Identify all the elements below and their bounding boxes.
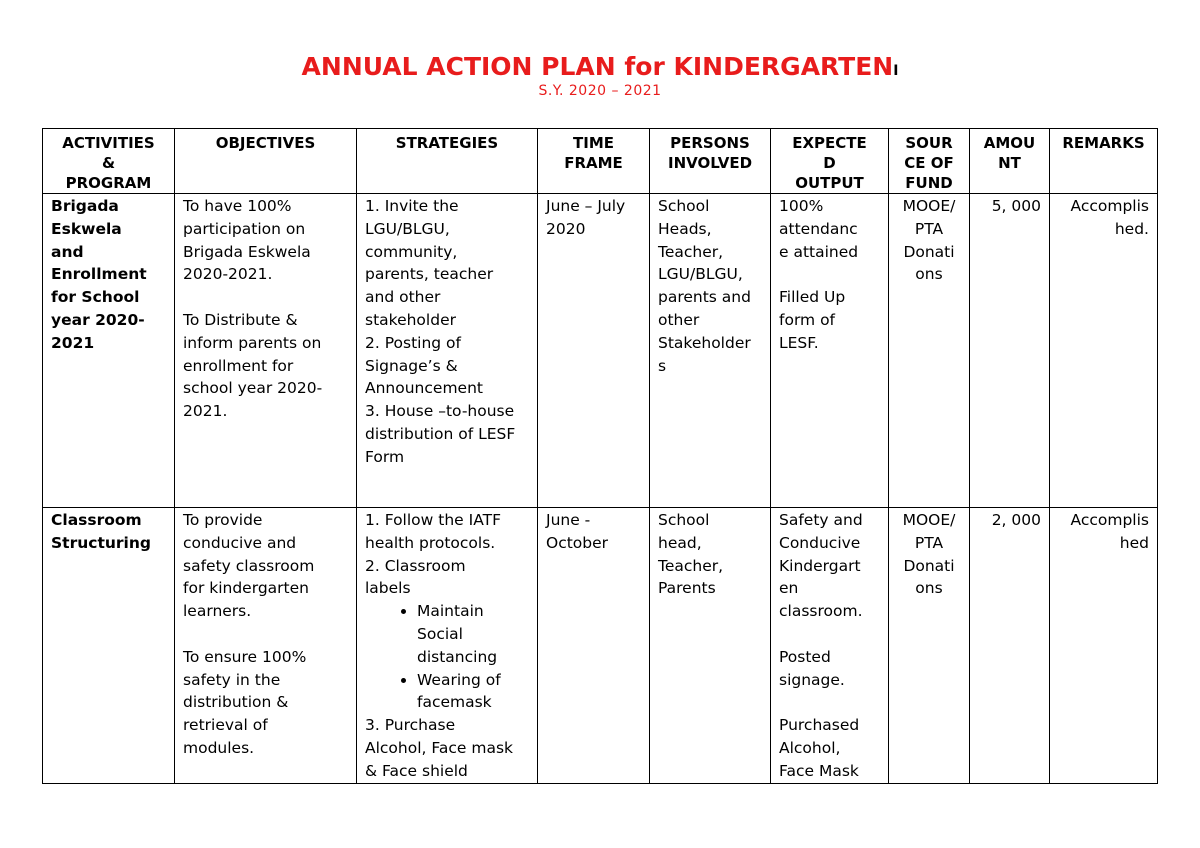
- col-header-time-frame: [538, 129, 650, 194]
- cell-remarks: [1050, 194, 1158, 508]
- text-line: 3. House –to-house: [365, 402, 515, 421]
- text-line: year 2020-: [51, 310, 145, 329]
- text-line: INVOLVED: [667, 154, 753, 172]
- cell-remarks: [1050, 508, 1158, 784]
- text-line: [779, 691, 880, 714]
- text-line: Alcohol, Face mask: [365, 738, 514, 757]
- text-line: To ensure 100%: [183, 647, 307, 666]
- text-line: PERSONS: [670, 134, 750, 152]
- text-line: Announcement: [365, 379, 483, 398]
- text-line: Social: [417, 624, 463, 643]
- text-line: 2. Classroom: [365, 556, 466, 575]
- cell-strategies: [357, 508, 538, 784]
- cell-time-frame: [538, 194, 650, 508]
- text-line: health protocols.: [365, 533, 496, 552]
- table-row: [43, 508, 1158, 784]
- text-line: and other: [365, 288, 441, 307]
- text-line: form of: [779, 310, 836, 329]
- text-line: 1. Follow the IATF: [365, 511, 501, 529]
- cell-amount: 5, 000: [970, 194, 1050, 508]
- text-line: Purchased: [779, 716, 860, 735]
- text-line: STRATEGIES: [395, 134, 499, 152]
- text-line: To have 100%: [183, 197, 292, 215]
- text-line: s: [658, 356, 667, 375]
- text-line: Donati: [903, 556, 955, 575]
- text-line: LGU/BLGU,: [365, 219, 450, 238]
- text-line: Posted: [779, 647, 831, 666]
- table-header-row: [43, 129, 1158, 194]
- text-line: distancing: [417, 647, 498, 666]
- table-row: [43, 194, 1158, 508]
- text-line: 1. Invite the: [365, 197, 459, 215]
- text-line: Eskwela: [51, 219, 122, 238]
- text-line: [183, 623, 348, 646]
- text-line: modules.: [183, 738, 255, 757]
- text-line: Brigada Eskwela: [183, 242, 311, 261]
- text-line: community,: [365, 242, 458, 261]
- bullet-item: [417, 600, 529, 668]
- text-line: Signage’s &: [365, 356, 458, 375]
- text-line: NT: [998, 154, 1021, 172]
- text-line: retrieval of: [183, 716, 268, 735]
- school-year-subtitle: S.Y. 2020 – 2021: [538, 83, 662, 99]
- text-line: Face Mask: [779, 761, 859, 780]
- text-line: AMOU: [983, 134, 1036, 152]
- cell-fund: [889, 508, 970, 784]
- text-line: 2. Posting of: [365, 333, 461, 352]
- text-line: MOOE/: [902, 197, 956, 215]
- text-line: other: [658, 310, 700, 329]
- text-line: SOUR: [905, 134, 953, 152]
- col-header-objectives: [175, 129, 357, 194]
- text-line: 2020-2021.: [183, 265, 273, 284]
- page-title: [0, 52, 1200, 81]
- text-line: School: [658, 511, 710, 529]
- text-line: school year 2020-: [183, 379, 323, 398]
- col-header-persons: [650, 129, 771, 194]
- cell-persons: [650, 508, 771, 784]
- cell-time-frame: [538, 508, 650, 784]
- text-line: learners.: [183, 602, 252, 621]
- cell-activity: [43, 508, 175, 784]
- text-line: participation on: [183, 219, 306, 238]
- text-line: Filled Up: [779, 288, 846, 307]
- text-line: 2020: [546, 219, 586, 238]
- text-line: hed: [1119, 533, 1149, 552]
- text-line: FUND: [905, 174, 953, 192]
- text-line: June -: [546, 511, 591, 529]
- text-line: &: [101, 154, 116, 172]
- text-line: Form: [365, 447, 405, 466]
- col-header-amount: [970, 129, 1050, 194]
- text-line: • Maintain: [417, 602, 484, 621]
- text-line: hed.: [1114, 219, 1149, 238]
- text-line: en: [779, 579, 799, 598]
- text-line: FRAME: [564, 154, 623, 172]
- text-line: PTA: [914, 219, 944, 238]
- text-line: ACTIVITIES: [62, 134, 155, 152]
- title-text: ANNUAL ACTION PLAN for KINDERGARTEN: [301, 52, 894, 81]
- text-line: To Distribute &: [183, 310, 298, 329]
- bullet-item: [417, 669, 529, 715]
- text-line: enrollment for: [183, 356, 294, 375]
- strategies-bullet-list: [365, 600, 529, 714]
- text-line: Donati: [903, 242, 955, 261]
- text-line: [779, 623, 880, 646]
- text-line: [183, 286, 348, 309]
- text-line: attendanc: [779, 219, 858, 238]
- text-line: Teacher,: [658, 556, 724, 575]
- cell-output: [771, 194, 889, 508]
- text-line: LGU/BLGU,: [658, 265, 743, 284]
- text-line: Teacher,: [658, 242, 724, 261]
- text-line: 2021.: [183, 402, 228, 421]
- text-line: Classroom: [51, 511, 142, 529]
- text-line: REMARKS: [1062, 134, 1145, 152]
- cell-activity: [43, 194, 175, 508]
- text-line: [779, 263, 880, 286]
- text-line: head,: [658, 533, 702, 552]
- action-plan-table: [42, 128, 1158, 784]
- text-line: classroom.: [779, 602, 863, 621]
- text-line: labels: [365, 579, 411, 598]
- text-line: TIME: [573, 134, 614, 152]
- strategies-pre: [365, 509, 529, 600]
- text-line: Alcohol,: [779, 738, 841, 757]
- text-line: LESF.: [779, 333, 819, 352]
- text-line: for kindergarten: [183, 579, 309, 598]
- cell-objectives: [175, 194, 357, 508]
- text-line: inform parents on: [183, 333, 322, 352]
- text-line: Structuring: [51, 533, 151, 552]
- text-line: Accomplis: [1070, 197, 1149, 215]
- text-line: • Wearing of: [417, 670, 501, 689]
- text-line: 3. Purchase: [365, 716, 456, 735]
- text-line: facemask: [417, 693, 492, 712]
- text-line: Accomplis: [1070, 511, 1149, 529]
- text-line: 2021: [51, 333, 95, 352]
- text-line: PROGRAM: [65, 174, 152, 192]
- text-line: Parents: [658, 579, 716, 598]
- text-line: & Face shield: [365, 761, 468, 780]
- text-line: and: [51, 242, 84, 261]
- text-line: OUTPUT: [795, 174, 864, 192]
- text-line: School: [658, 197, 710, 215]
- text-line: parents, teacher: [365, 265, 494, 284]
- text-line: conducive and: [183, 533, 297, 552]
- title-mark: I: [893, 63, 899, 79]
- cell-objectives: [175, 508, 357, 784]
- col-header-output: [771, 129, 889, 194]
- text-line: safety classroom: [183, 556, 315, 575]
- col-header-remarks: [1050, 129, 1158, 194]
- cell-output: [771, 508, 889, 784]
- text-line: Stakeholder: [658, 333, 751, 352]
- text-line: EXPECTE: [792, 134, 867, 152]
- text-line: October: [546, 533, 609, 552]
- text-line: ons: [915, 265, 943, 284]
- text-line: distribution &: [183, 693, 289, 712]
- text-line: ons: [915, 579, 943, 598]
- text-line: June – July: [546, 197, 626, 215]
- text-line: safety in the: [183, 670, 281, 689]
- text-line: Conducive: [779, 533, 861, 552]
- text-line: for School: [51, 288, 140, 307]
- text-line: stakeholder: [365, 310, 456, 329]
- text-line: Brigada: [51, 197, 119, 215]
- text-line: To provide: [183, 511, 263, 529]
- text-line: OBJECTIVES: [215, 134, 316, 152]
- text-line: Kindergart: [779, 556, 861, 575]
- cell-fund: [889, 194, 970, 508]
- cell-amount: 2, 000: [970, 508, 1050, 784]
- text-line: Enrollment: [51, 265, 147, 284]
- text-line: e attained: [779, 242, 859, 261]
- col-header-strategies: [357, 129, 538, 194]
- col-header-fund: [889, 129, 970, 194]
- text-line: PTA: [914, 533, 944, 552]
- text-line: D: [823, 154, 836, 172]
- text-line: CE OF: [904, 154, 954, 172]
- cell-strategies: [357, 194, 538, 508]
- col-header-activities: [43, 129, 175, 194]
- text-line: Heads,: [658, 219, 712, 238]
- text-line: 100%: [779, 197, 824, 215]
- text-line: distribution of LESF: [365, 424, 516, 443]
- strategies-post: [365, 714, 529, 782]
- text-line: signage.: [779, 670, 845, 689]
- text-line: MOOE/: [902, 511, 956, 529]
- text-line: parents and: [658, 288, 751, 307]
- cell-persons: [650, 194, 771, 508]
- text-line: Safety and: [779, 511, 863, 529]
